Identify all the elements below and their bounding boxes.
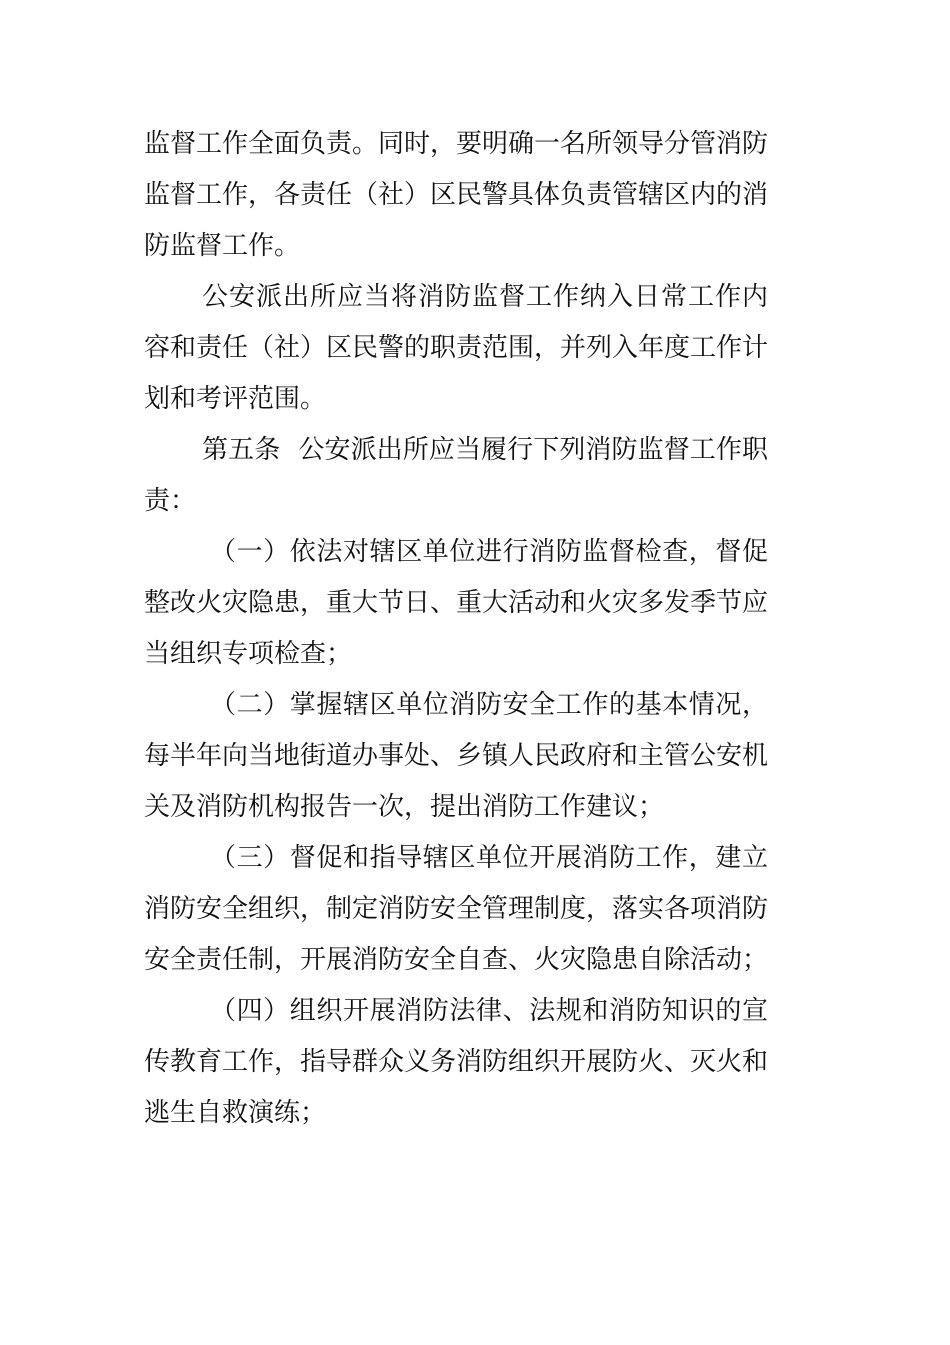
duty-item-2: （二）掌握辖区单位消防安全工作的基本情况，每半年向当地街道办事处、乡镇人民政府和主管公安机关及消防机构报告一次，提出消防工作建议； bbox=[144, 690, 769, 822]
article-five bbox=[144, 425, 768, 527]
duty-item-3: （三）督促和指导辖区单位开展消防工作，建立消防安全组织，制定消防安全管理制度，落实各项消防安全责任制，开展消防安全自查、火灾隐患自除活动； bbox=[144, 843, 769, 975]
paragraph-continuation: 监督工作全面负责。同时，要明确一名所领导分管消防监督工作，各责任（社）区民警具体负责管辖区内的消防监督工作。 bbox=[144, 129, 769, 261]
duty-item-1: （一）依法对辖区单位进行消防监督检查，督促整改火灾隐患，重大节日、重大活动和火灾多发季节应当组织专项检查； bbox=[144, 537, 769, 669]
duty-item-4: （四）组织开展消防法律、法规和消防知识的宣传教育工作，指导群众义务消防组织开展防火、灭火和逃生自救演练； bbox=[144, 996, 769, 1128]
document-body bbox=[144, 119, 768, 1139]
article-five-text: 公安派出所应当履行下列消防监督工作职责： bbox=[144, 435, 768, 516]
paragraph-duty-scope: 公安派出所应当将消防监督工作纳入日常工作内容和责任（社）区民警的职责范围，并列入年度工作计划和考评范围。 bbox=[144, 282, 769, 414]
article-five-label: 第五条 bbox=[202, 435, 281, 465]
